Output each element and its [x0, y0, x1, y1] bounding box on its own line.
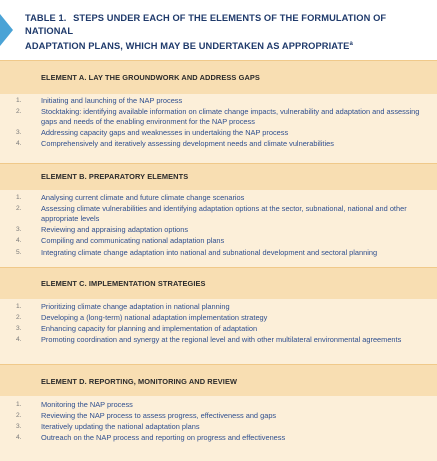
item-number: 3.: [16, 325, 22, 332]
item-number: 2.: [16, 205, 22, 212]
item-number: 2.: [16, 108, 22, 115]
item-text: Prioritizing climate change adaptation in national planning: [41, 302, 230, 311]
item-text: Comprehensively and iteratively assessing development needs and climate vulnerabilities: [41, 139, 334, 148]
element-d-title: ELEMENT D. REPORTING, MONITORING AND REVIEW: [41, 377, 238, 386]
table-number: TABLE 1.: [25, 13, 67, 23]
item-number: 1.: [16, 194, 22, 201]
element-c-section: [0, 267, 437, 364]
footnote-mark: a: [349, 41, 353, 47]
element-c-title: ELEMENT C. IMPLEMENTATION STRATEGIES: [41, 279, 206, 288]
item-text: Monitoring the NAP process: [41, 400, 133, 409]
item-text: Initiating and launching of the NAP process: [41, 96, 183, 105]
item-text: Outreach on the NAP process and reporting on progress and effectiveness: [41, 433, 286, 442]
item-number: 1.: [16, 401, 22, 408]
item-number: 5.: [16, 249, 22, 256]
item-text: Promoting coordination and synergy at the regional level and with other multilateral environmental agreements: [41, 335, 402, 344]
element-a-title: ELEMENT A. LAY THE GROUNDWORK AND ADDRESS GAPS: [41, 73, 260, 82]
item-number: 4.: [16, 140, 22, 147]
item-text: Reviewing the NAP process to assess progress, effectiveness and gaps: [41, 411, 277, 420]
element-b-section: [0, 163, 437, 267]
item-number: 4.: [16, 336, 22, 343]
item-text: Addressing capacity gaps and weaknesses in undertaking the NAP process: [41, 128, 289, 137]
item-number: 4.: [16, 237, 22, 244]
item-number: 2.: [16, 412, 22, 419]
item-number: 3.: [16, 129, 22, 136]
table-title-line1: STEPS UNDER EACH OF THE ELEMENTS OF THE FORMULATION OF NATIONAL: [25, 13, 387, 36]
item-number: 4.: [16, 434, 22, 441]
item-text: Reviewing and appraising adaptation options: [41, 225, 189, 234]
item-number: 3.: [16, 226, 22, 233]
item-number: 1.: [16, 97, 22, 104]
item-text: Assessing climate vulnerabilities and identifying adaptation options at the sector, subnational, national and other appropriate levels: [41, 204, 407, 223]
item-number: 1.: [16, 303, 22, 310]
arrow-marker-icon: [0, 14, 13, 46]
element-d-section: [0, 364, 437, 461]
item-text: Stocktaking: identifying available information on climate change impacts, vulnerability and adaptation and assessing gaps and needs of the enabling environment for the NAP process: [41, 107, 420, 126]
item-text: Enhancing capacity for planning and implementation of adaptation: [41, 324, 258, 333]
item-text: Iteratively updating the national adaptation plans: [41, 422, 200, 431]
table-header: [0, 0, 437, 60]
table-title-line2: ADAPTATION PLANS, WHICH MAY BE UNDERTAKEN AS APPROPRIATE: [25, 41, 350, 52]
item-text: Developing a (long-term) national adaptation implementation strategy: [41, 313, 268, 322]
item-number: 2.: [16, 314, 22, 321]
item-text: Compiling and communicating national adaptation plans: [41, 236, 225, 245]
item-number: 3.: [16, 423, 22, 430]
item-text: Integrating climate change adaptation into national and subnational development and sectoral planning: [41, 248, 378, 257]
table-title: [25, 12, 425, 53]
element-a-section: [0, 60, 437, 163]
element-b-title: ELEMENT B. PREPARATORY ELEMENTS: [41, 172, 189, 181]
item-text: Analysing current climate and future climate change scenarios: [41, 193, 245, 202]
